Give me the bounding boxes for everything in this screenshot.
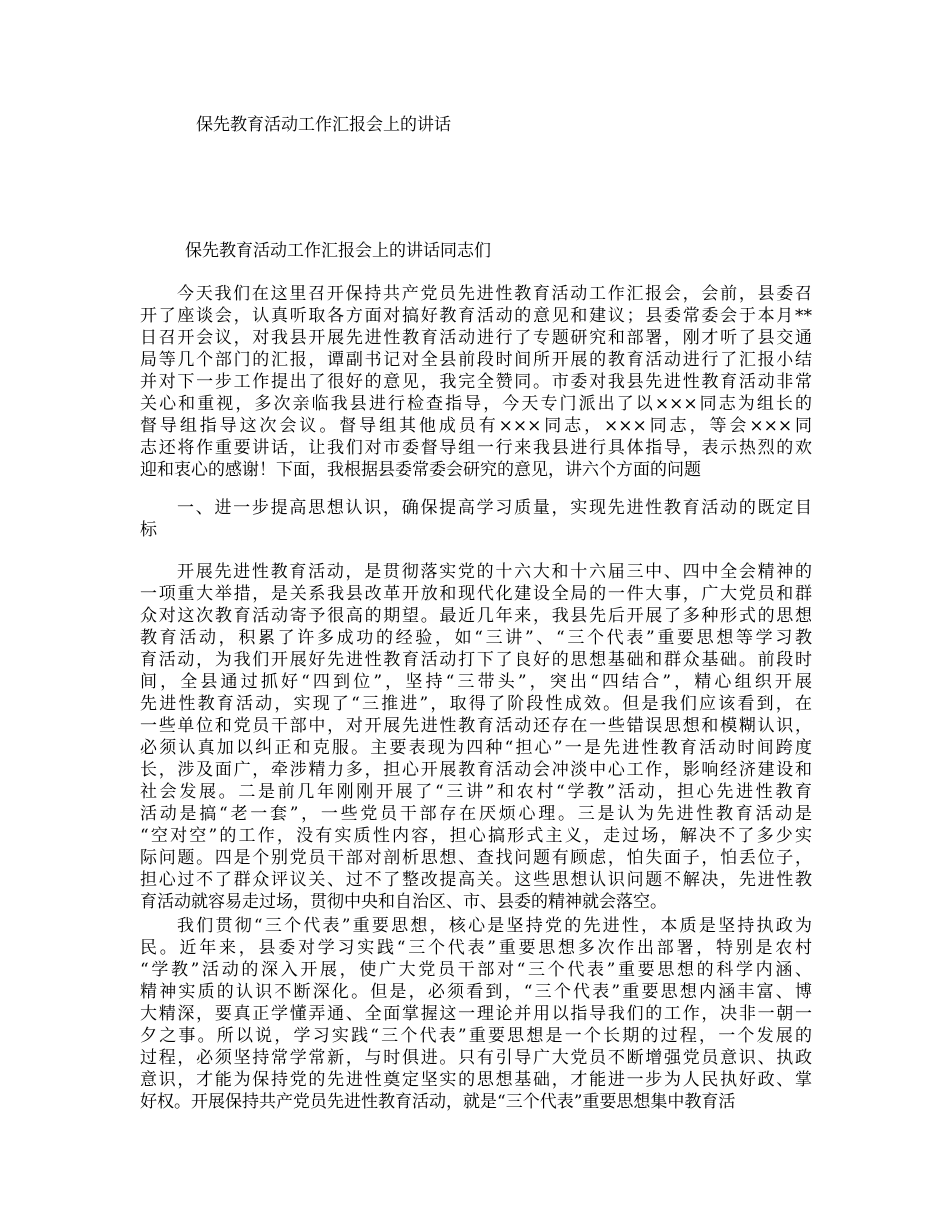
document-subtitle: 保先教育活动工作汇报会上的讲话同志们 <box>185 241 491 261</box>
paragraph-line: 标 <box>140 520 157 540</box>
paragraph-line: 担心过不了群众评议关、过不了整改提高关。这些思想认识问题不解决，先进性教 <box>140 870 812 890</box>
paragraph-line: 关心和重视，多次亲临我县进行检查指导，今天专门派出了以×××同志为组长的 <box>140 394 812 414</box>
paragraph-line: 间，全县通过抓好“四到位”，坚持“三带头”，突出“四结合”，精心组织开展 <box>140 672 812 692</box>
paragraph-line: 精神实质的认识不断深化。但是，必须看到，“三个代表”重要思想内涵丰富、博 <box>140 982 812 1002</box>
paragraph-line: 日召开会议，对我县开展先进性教育活动进行了专题研究和部署，刚才听了县交通 <box>140 328 812 348</box>
paragraph-line: 育活动，为我们开展好先进性教育活动打下了良好的思想基础和群众基础。前段时 <box>140 650 812 670</box>
paragraph-line: 长，涉及面广，牵涉精力多，担心开展教育活动会冲淡中心工作，影响经济建设和 <box>140 760 812 780</box>
paragraph-line: 育活动就容易走过场，贯彻中央和自治区、市、县委的精神就会落空。 <box>140 892 667 912</box>
paragraph-line: 好权。开展保持共产党员先进性教育活动，就是“三个代表”重要思想集中教育活 <box>140 1092 736 1112</box>
paragraph-line: 局等几个部门的汇报，谭副书记对全县前段时间所开展的教育活动进行了汇报小结 <box>140 350 812 370</box>
paragraph-line: 大精深，要真正学懂弄通、全面掌握这一理论并用以指导我们的工作，决非一朝一 <box>140 1004 812 1024</box>
paragraph-line: “学教”活动的深入开展，使广大党员干部对“三个代表”重要思想的科学内涵、 <box>140 960 812 980</box>
section-heading-one <box>140 497 812 541</box>
paragraph-line: 际问题。四是个别党员干部对剖析思想、查找问题有顾虑，怕失面子，怕丢位子， <box>140 848 812 868</box>
paragraph-line: 活动是搞“老一套”，一些党员干部存在厌烦心理。三是认为先进性教育活动是 <box>140 804 812 824</box>
paragraph-line: 先进性教育活动，实现了“三推进”，取得了阶段性成效。但是我们应该看到，在 <box>140 694 812 714</box>
paragraph-line: 夕之事。所以说，学习实践“三个代表”重要思想是一个长期的过程，一个发展的 <box>140 1026 812 1046</box>
paragraph-line: 开展先进性教育活动，是贯彻落实党的十六大和十六届三中、四中全会精神的 <box>177 562 812 582</box>
paragraph-line: 社会发展。二是前几年刚刚开展了“三讲”和农村“学教”活动，担心先进性教育 <box>140 782 812 802</box>
paragraph-line: 并对下一步工作提出了很好的意见，我完全赞同。市委对我县先进性教育活动非常 <box>140 372 812 392</box>
paragraph-line: 一、进一步提高思想认识，确保提高学习质量，实现先进性教育活动的既定目 <box>177 498 812 518</box>
paragraph-line: 一项重大举措，是关系我县改革开放和现代化建设全局的一件大事，广大党员和群 <box>140 584 812 604</box>
paragraph-line: 督导组指导这次会议。督导组其他成员有×××同志，×××同志，等会×××同 <box>140 416 812 436</box>
paragraph-three-represents <box>140 915 812 1113</box>
paragraph-line: 过程，必须坚持常学常新，与时俱进。只有引导广大党员不断增强党员意识、执政 <box>140 1048 812 1068</box>
paragraph-line: 开了座谈会，认真听取各方面对搞好教育活动的意见和建议；县委常委会于本月** <box>140 306 812 326</box>
paragraph-line: 必须认真加以纠正和克服。主要表现为四种“担心”一是先进性教育活动时间跨度 <box>140 738 812 758</box>
paragraph-line: 志还将作重要讲话，让我们对市委督导组一行来我县进行具体指导，表示热烈的欢 <box>140 438 812 458</box>
paragraph-line: 众对这次教育活动寄予很高的期望。最近几年来，我县先后开展了多种形式的思想 <box>140 606 812 626</box>
document-title: 保先教育活动工作汇报会上的讲话 <box>196 115 451 135</box>
paragraph-line: 一些单位和党员干部中，对开展先进性教育活动还存在一些错误思想和模糊认识， <box>140 716 812 736</box>
paragraph-line: 今天我们在这里召开保持共产党员先进性教育活动工作汇报会，会前，县委召 <box>177 284 812 304</box>
paragraph-opening <box>140 283 812 481</box>
paragraph-line: 民。近年来，县委对学习实践“三个代表”重要思想多次作出部署，特别是农村 <box>140 938 812 958</box>
paragraph-section-one-body <box>140 561 812 913</box>
paragraph-line: 教育活动，积累了许多成功的经验，如“三讲”、“三个代表”重要思想等学习教 <box>140 628 812 648</box>
paragraph-line: 我们贯彻“三个代表”重要思想，核心是坚持党的先进性，本质是坚持执政为 <box>177 916 812 936</box>
paragraph-line: 意识，才能为保持党的先进性奠定坚实的思想基础，才能进一步为人民执好政、掌 <box>140 1070 812 1090</box>
paragraph-line: 迎和衷心的感谢！下面，我根据县委常委会研究的意见，讲六个方面的问题 <box>140 460 701 480</box>
paragraph-line: “空对空”的工作，没有实质性内容，担心搞形式主义，走过场，解决不了多少实 <box>140 826 812 846</box>
